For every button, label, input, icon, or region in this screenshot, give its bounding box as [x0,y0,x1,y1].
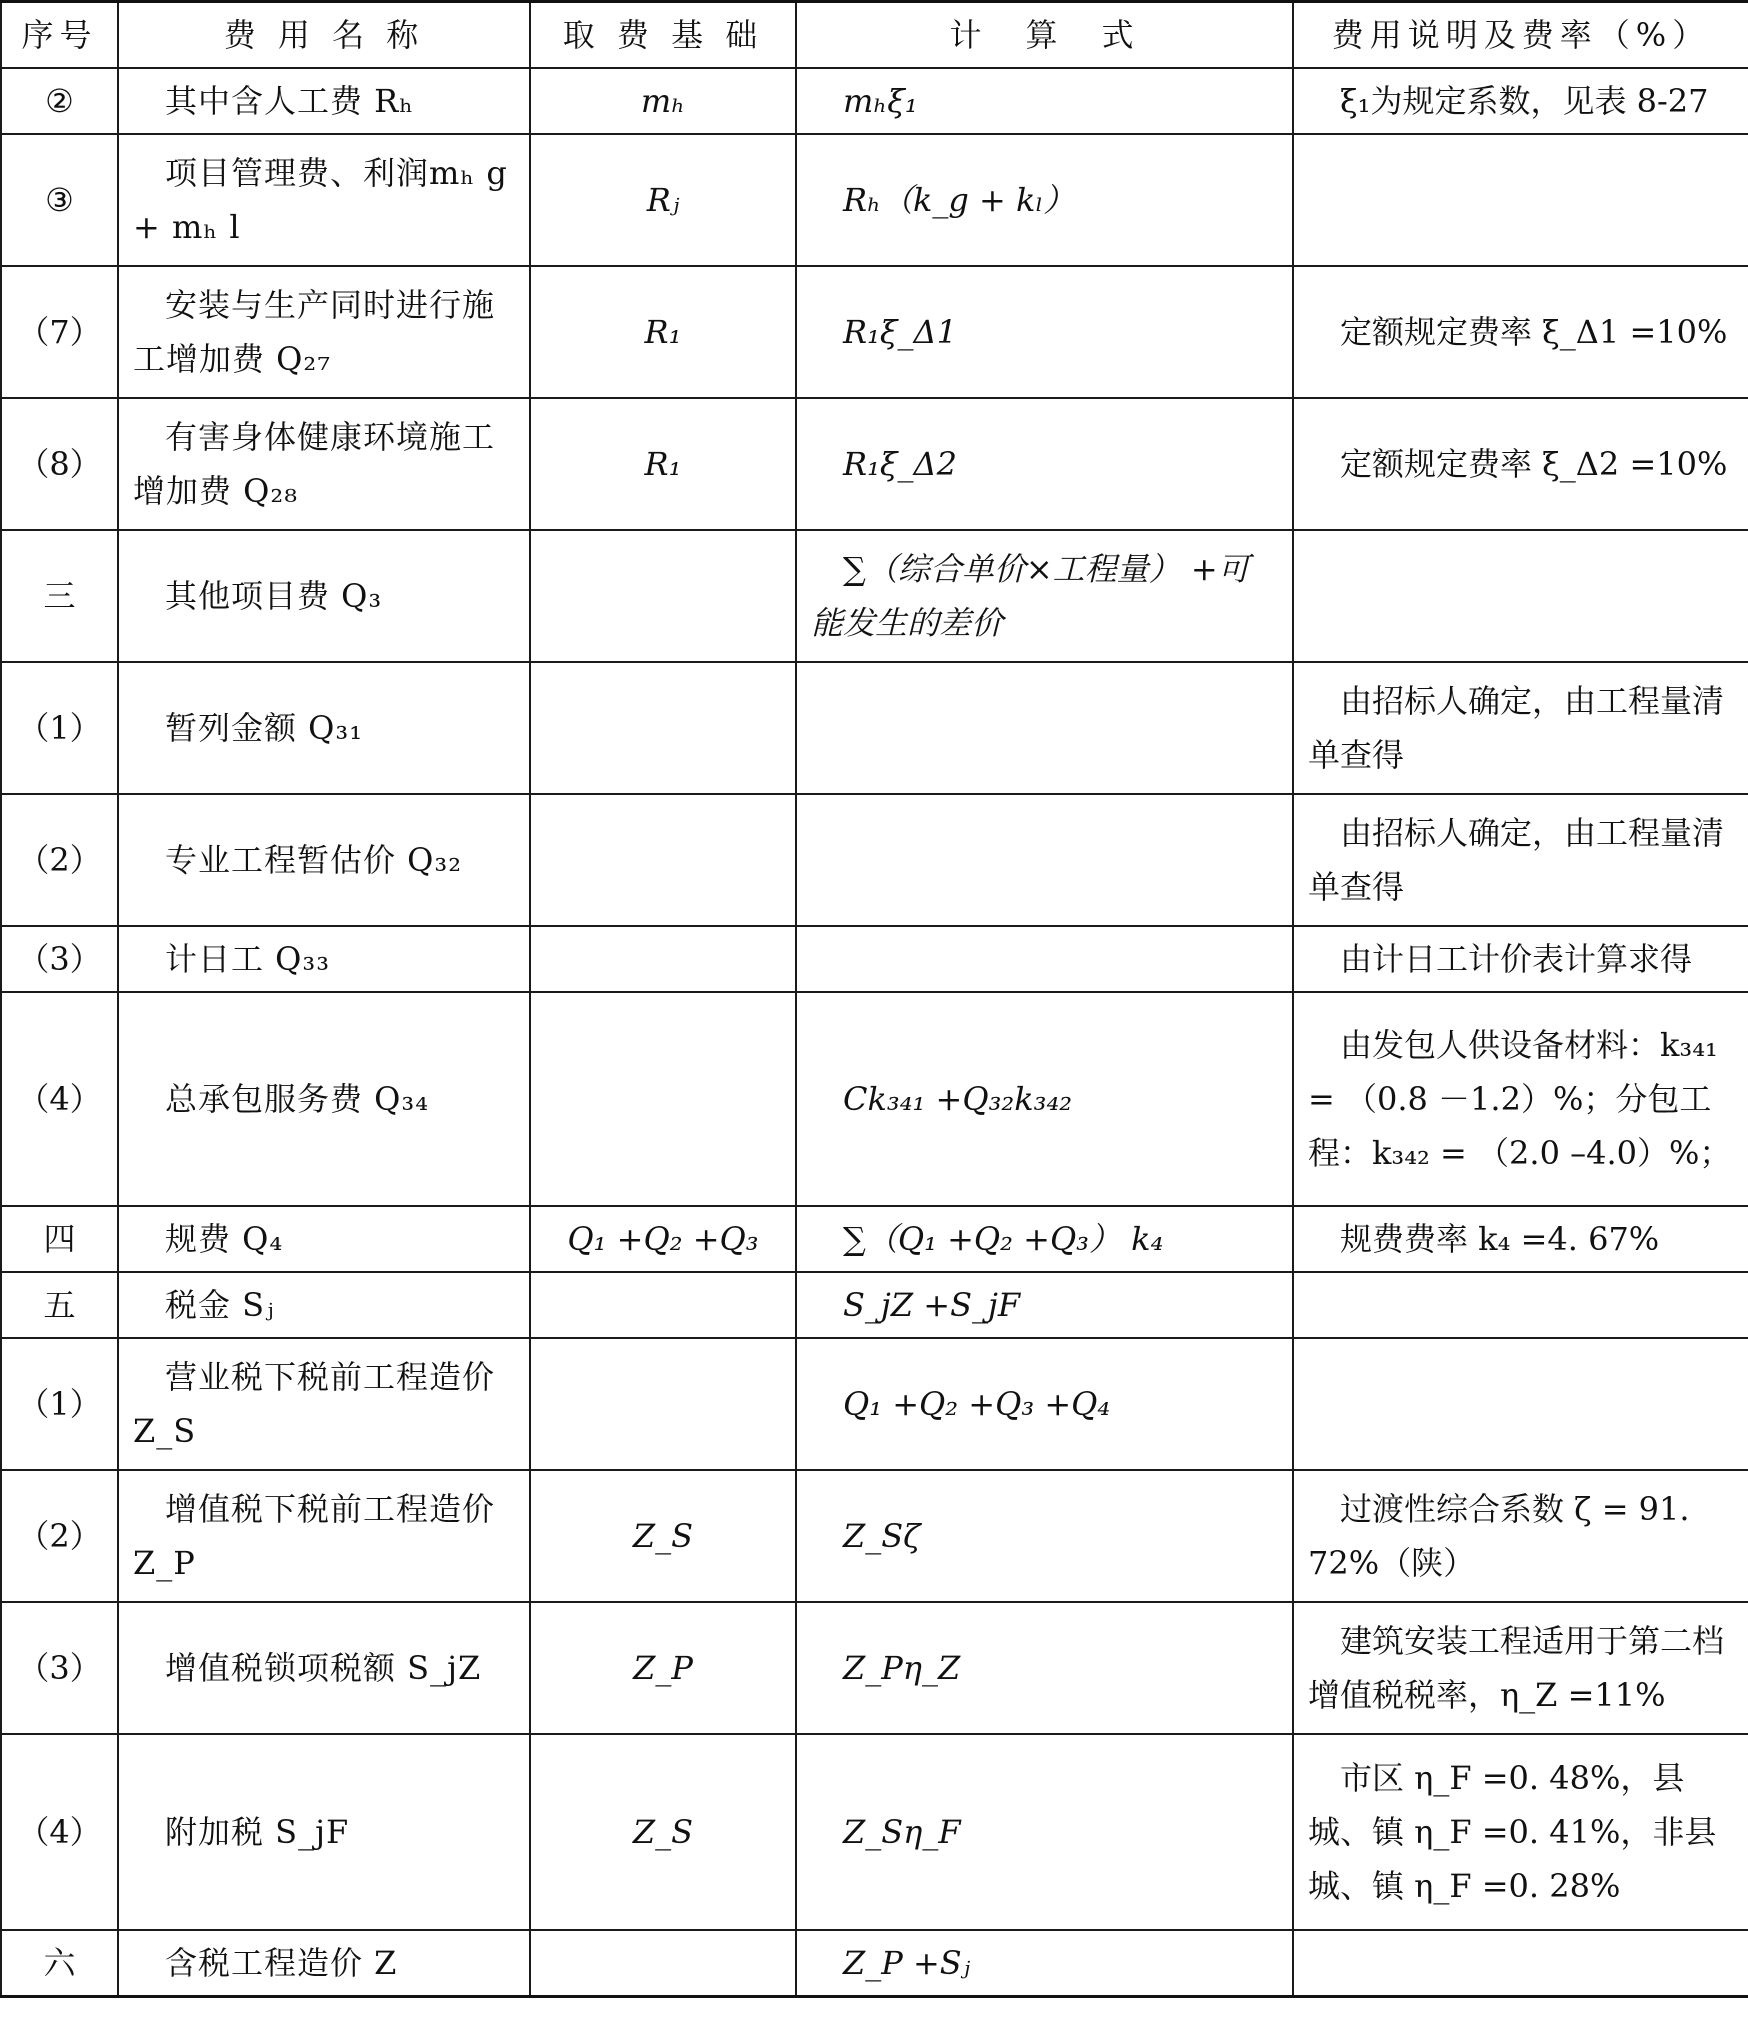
cell-base: Z_S [530,1470,796,1602]
cell-name: 项目管理费、利润mₕ g + mₕ l [118,134,530,266]
cell-name: 总承包服务费 Q₃₄ [118,992,530,1206]
cell-base [530,1930,796,1997]
table-row [1,530,1748,662]
cell-desc: 规费费率 k₄ =4. 67% [1293,1206,1748,1272]
cell-name: 暂列金额 Q₃₁ [118,662,530,794]
cell-name: 营业税下税前工程造价 Z_S [118,1338,530,1470]
cell-formula: Rₕ（k_g + kₗ） [796,134,1293,266]
table-row [1,794,1748,926]
table-row [1,1470,1748,1602]
cell-formula: mₕξ₁ [796,68,1293,134]
table-row [1,1734,1748,1930]
cell-name: 增值税下税前工程造价 Z_P [118,1470,530,1602]
table-row [1,1206,1748,1272]
cell-name: 有害身体健康环境施工增加费 Q₂₈ [118,398,530,530]
cell-formula: Z_Sζ [796,1470,1293,1602]
cell-no: （2） [1,794,118,926]
cell-base: Z_S [530,1734,796,1930]
cell-name: 计日工 Q₃₃ [118,926,530,992]
cell-no: （3） [1,1602,118,1734]
cell-no: 六 [1,1930,118,1997]
cell-desc: 由计日工计价表计算求得 [1293,926,1748,992]
cell-formula [796,794,1293,926]
header-formula: 计 算 式 [796,2,1293,69]
cell-name: 税金 Sⱼ [118,1272,530,1338]
cell-base [530,1338,796,1470]
cell-base: Z_P [530,1602,796,1734]
cell-formula: S_jZ +S_jF [796,1272,1293,1338]
table-row [1,1272,1748,1338]
cell-desc: 由招标人确定，由工程量清单查得 [1293,662,1748,794]
cell-formula: ∑（综合单价×工程量） +可能发生的差价 [796,530,1293,662]
table-row [1,266,1748,398]
cell-no: 四 [1,1206,118,1272]
cell-name: 专业工程暂估价 Q₃₂ [118,794,530,926]
cell-formula: Z_Sη_F [796,1734,1293,1930]
cell-desc: 由发包人供设备材料：k₃₄₁ = （0.8 －1.2）%；分包工程：k₃₄₂ = （2.0 –4.0）%； [1293,992,1748,1206]
cell-no: （1） [1,662,118,794]
cell-no: ③ [1,134,118,266]
cell-base [530,1272,796,1338]
cell-name: 其中含人工费 Rₕ [118,68,530,134]
cell-desc [1293,134,1748,266]
cell-formula [796,926,1293,992]
table-body [1,68,1748,1997]
cell-base [530,794,796,926]
table-row [1,1930,1748,1997]
cell-no: （4） [1,992,118,1206]
cell-no: （2） [1,1470,118,1602]
header-base: 取 费 基 础 [530,2,796,69]
cell-desc: 市区 η_F =0. 48%，县城、镇 η_F =0. 41%，非县城、镇 η_F =0. 28% [1293,1734,1748,1930]
table-row [1,926,1748,992]
cell-base: Rⱼ [530,134,796,266]
header-row [1,2,1748,69]
cell-base: Q₁ +Q₂ +Q₃ [530,1206,796,1272]
cell-no: （4） [1,1734,118,1930]
cell-formula: Z_Pη_Z [796,1602,1293,1734]
table-row [1,992,1748,1206]
table-row [1,68,1748,134]
cell-formula: R₁ξ_Δ1 [796,266,1293,398]
cell-desc: 定额规定费率 ξ_Δ1 =10% [1293,266,1748,398]
cell-formula: Q₁ +Q₂ +Q₃ +Q₄ [796,1338,1293,1470]
cell-formula: Ck₃₄₁ +Q₃₂k₃₄₂ [796,992,1293,1206]
cell-desc [1293,1930,1748,1997]
cell-desc: 建筑安装工程适用于第二档增值税税率，η_Z =11% [1293,1602,1748,1734]
cell-no: 三 [1,530,118,662]
cell-base [530,530,796,662]
cell-base: R₁ [530,398,796,530]
cell-desc [1293,1272,1748,1338]
cell-base: mₕ [530,68,796,134]
cell-formula: ∑（Q₁ +Q₂ +Q₃） k₄ [796,1206,1293,1272]
cell-no: ② [1,68,118,134]
cell-desc [1293,530,1748,662]
cell-desc: ξ₁为规定系数，见表 8-27 [1293,68,1748,134]
cell-formula: R₁ξ_Δ2 [796,398,1293,530]
cell-name: 附加税 S_jF [118,1734,530,1930]
table-row [1,662,1748,794]
cell-base [530,662,796,794]
cell-base: R₁ [530,266,796,398]
table-row [1,1338,1748,1470]
cell-formula: Z_P +Sⱼ [796,1930,1293,1997]
cell-name: 含税工程造价 Z [118,1930,530,1997]
cell-name: 其他项目费 Q₃ [118,530,530,662]
cell-desc: 由招标人确定，由工程量清单查得 [1293,794,1748,926]
cell-desc: 定额规定费率 ξ_Δ2 =10% [1293,398,1748,530]
cell-desc [1293,1338,1748,1470]
cell-name: 增值税锁项税额 S_jZ [118,1602,530,1734]
header-no: 序号 [1,2,118,69]
cell-formula [796,662,1293,794]
cell-base [530,926,796,992]
cell-no: （8） [1,398,118,530]
table-row [1,134,1748,266]
cell-base [530,992,796,1206]
table-row [1,398,1748,530]
header-name: 费 用 名 称 [118,2,530,69]
cell-name: 安装与生产同时进行施工增加费 Q₂₇ [118,266,530,398]
header-desc: 费用说明及费率（%） [1293,2,1748,69]
cell-no: （1） [1,1338,118,1470]
cell-no: （7） [1,266,118,398]
cell-desc: 过渡性综合系数 ζ = 91. 72%（陕） [1293,1470,1748,1602]
table-row [1,1602,1748,1734]
cell-no: 五 [1,1272,118,1338]
cell-no: （3） [1,926,118,992]
cell-name: 规费 Q₄ [118,1206,530,1272]
